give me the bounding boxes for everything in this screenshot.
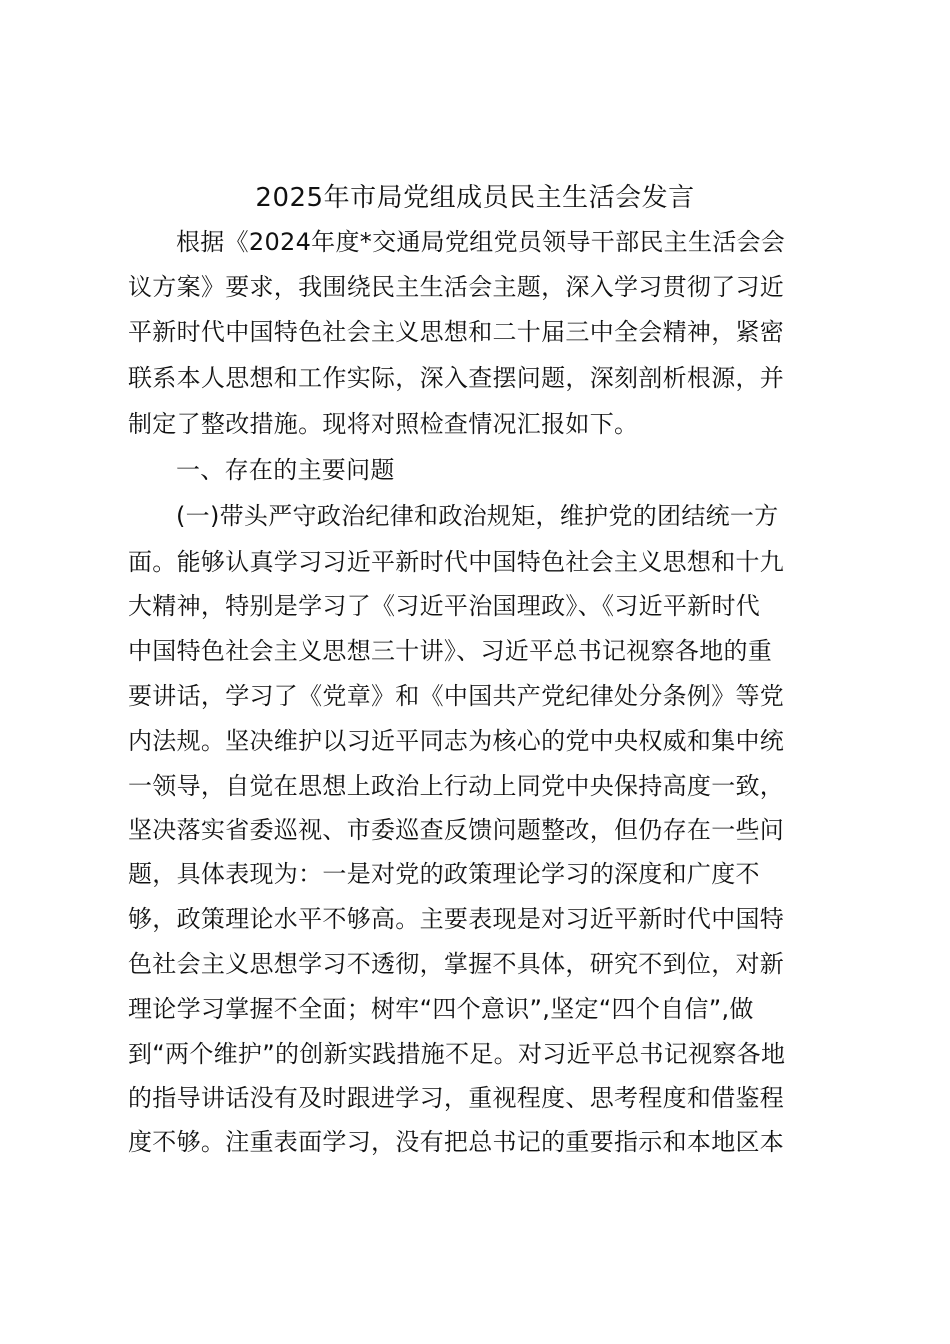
text-line-8: 面。能够认真学习习近平新时代中国特色社会主义思想和十九 <box>128 548 785 576</box>
text-line-17: 色社会主义思想学习不透彻，掌握不具体，研究不到位，对新 <box>128 950 785 978</box>
text-line-18: 理论学习掌握不全面；树牢“四个意识”,坚定“四个自信”,做 <box>128 995 754 1023</box>
text-line-13: 一领导，自觉在思想上政治上行动上同党中央保持高度一致， <box>128 772 785 800</box>
text-line-2: 议方案》要求，我围绕民主生活会主题，深入学习贯彻了习近 <box>128 273 785 301</box>
text-line-15: 题，具体表现为：一是对党的政策理论学习的深度和广度不 <box>128 860 760 888</box>
text-line-7: (一)带头严守政治纪律和政治规矩，维护党的团结统一方 <box>176 502 779 530</box>
text-line-9: 大精神，特别是学习了《习近平治国理政》、《习近平新时代 <box>128 592 761 620</box>
text-line-16: 够，政策理论水平不够高。主要表现是对习近平新时代中国特 <box>128 905 785 933</box>
text-line-20: 的指导讲话没有及时跟进学习，重视程度、思考程度和借鉴程 <box>128 1084 785 1112</box>
text-line-19: 到“两个维护”的创新实践措施不足。对习近平总书记视察各地 <box>128 1040 786 1068</box>
text-line-3: 平新时代中国特色社会主义思想和二十届三中全会精神，紧密 <box>128 318 785 346</box>
text-line-21: 度不够。注重表面学习，没有把总书记的重要指示和本地区本 <box>128 1128 785 1156</box>
section-heading-1: 一、存在的主要问题 <box>176 456 395 484</box>
text-line-1: 根据《2024年度*交通局党组党员领导干部民主生活会会 <box>176 228 786 256</box>
document-title: 2025年市局党组成员民主生活会发言 <box>255 183 695 213</box>
text-line-4: 联系本人思想和工作实际，深入查摆问题，深刻剖析根源，并 <box>128 364 785 392</box>
text-line-5: 制定了整改措施。现将对照检查情况汇报如下。 <box>128 410 639 438</box>
text-line-12: 内法规。坚决维护以习近平同志为核心的党中央权威和集中统 <box>128 727 785 755</box>
text-line-14: 坚决落实省委巡视、市委巡查反馈问题整改，但仍存在一些问 <box>128 816 785 844</box>
text-line-10: 中国特色社会主义思想三十讲》、习近平总书记视察各地的重 <box>128 637 773 665</box>
text-line-11: 要讲话，学习了《党章》和《中国共产党纪律处分条例》等党 <box>128 682 785 710</box>
